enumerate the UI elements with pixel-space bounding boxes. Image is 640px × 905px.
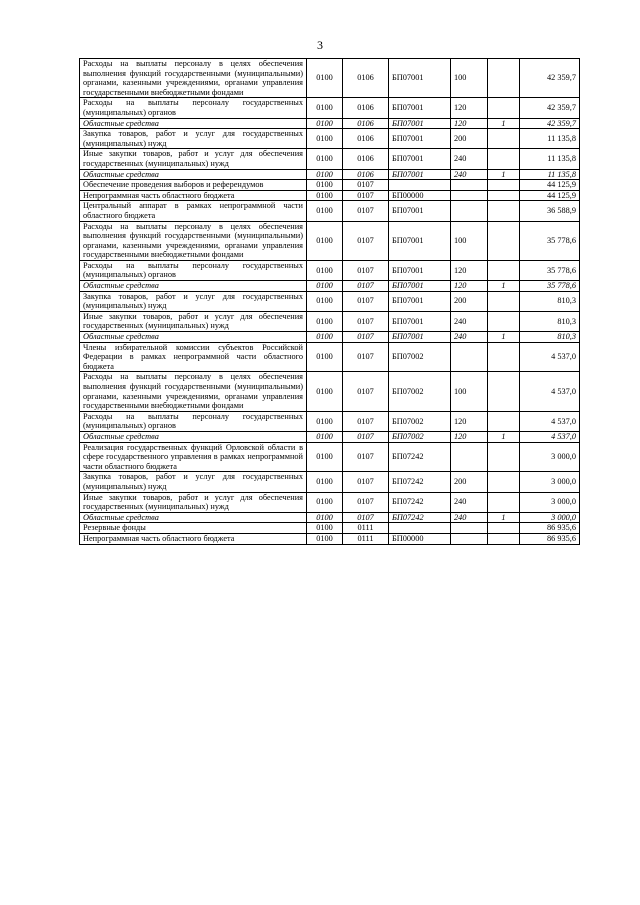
expense-name-cell: Резервные фонды bbox=[80, 523, 307, 534]
expense-type-code-cell bbox=[451, 523, 488, 534]
expense-name-cell: Расходы на выплаты персоналу государственных (муниципальных) органов bbox=[80, 411, 307, 431]
section-code-cell: 0100 bbox=[307, 342, 343, 372]
subsection-code-cell: 0107 bbox=[343, 411, 389, 431]
amount-cell: 810,3 bbox=[520, 332, 580, 343]
expense-type-code-cell: 100 bbox=[451, 221, 488, 260]
amount-cell: 86 935,6 bbox=[520, 533, 580, 544]
section-code-cell: 0100 bbox=[307, 332, 343, 343]
table-row bbox=[80, 98, 580, 118]
subsection-code-cell: 0107 bbox=[343, 291, 389, 311]
funding-source-code-cell: 1 bbox=[488, 512, 520, 523]
expense-type-code-cell: 240 bbox=[451, 149, 488, 169]
funding-source-code-cell bbox=[488, 180, 520, 191]
section-code-cell: 0100 bbox=[307, 190, 343, 201]
table-row bbox=[80, 372, 580, 411]
expense-type-code-cell bbox=[451, 342, 488, 372]
expense-type-code-cell: 240 bbox=[451, 492, 488, 512]
funding-source-code-cell: 1 bbox=[488, 281, 520, 292]
target-article-code-cell: БП07002 bbox=[389, 372, 451, 411]
target-article-code-cell: БП07002 bbox=[389, 411, 451, 431]
table-row bbox=[80, 442, 580, 472]
expense-type-code-cell: 200 bbox=[451, 129, 488, 149]
table-row bbox=[80, 59, 580, 98]
expense-type-code-cell: 240 bbox=[451, 169, 488, 180]
funding-source-code-cell bbox=[488, 372, 520, 411]
subsection-code-cell: 0107 bbox=[343, 472, 389, 492]
table-row bbox=[80, 190, 580, 201]
expense-name-cell: Областные средства bbox=[80, 118, 307, 129]
amount-cell: 35 778,6 bbox=[520, 221, 580, 260]
subsection-code-cell: 0107 bbox=[343, 492, 389, 512]
section-code-cell: 0100 bbox=[307, 98, 343, 118]
budget-table bbox=[79, 58, 580, 545]
table-row bbox=[80, 221, 580, 260]
subsection-code-cell: 0106 bbox=[343, 118, 389, 129]
subsection-code-cell: 0111 bbox=[343, 533, 389, 544]
funding-source-code-cell bbox=[488, 59, 520, 98]
subsection-code-cell: 0107 bbox=[343, 180, 389, 191]
funding-source-code-cell bbox=[488, 442, 520, 472]
expense-name-cell: Центральный аппарат в рамках непрограммной части областного бюджета bbox=[80, 201, 307, 221]
expense-type-code-cell bbox=[451, 533, 488, 544]
table-row bbox=[80, 472, 580, 492]
section-code-cell: 0100 bbox=[307, 533, 343, 544]
expense-name-cell: Закупка товаров, работ и услуг для государственных (муниципальных) нужд bbox=[80, 291, 307, 311]
section-code-cell: 0100 bbox=[307, 431, 343, 442]
funding-source-code-cell bbox=[488, 291, 520, 311]
target-article-code-cell: БП07001 bbox=[389, 149, 451, 169]
subsection-code-cell: 0107 bbox=[343, 311, 389, 331]
target-article-code-cell: БП07001 bbox=[389, 59, 451, 98]
table-row bbox=[80, 523, 580, 534]
expense-name-cell: Областные средства bbox=[80, 281, 307, 292]
expense-type-code-cell: 120 bbox=[451, 431, 488, 442]
expense-type-code-cell: 120 bbox=[451, 281, 488, 292]
subsection-code-cell: 0107 bbox=[343, 281, 389, 292]
section-code-cell: 0100 bbox=[307, 221, 343, 260]
expense-type-code-cell: 240 bbox=[451, 332, 488, 343]
expense-type-code-cell bbox=[451, 442, 488, 472]
funding-source-code-cell bbox=[488, 221, 520, 260]
subsection-code-cell: 0106 bbox=[343, 59, 389, 98]
target-article-code-cell: БП07001 bbox=[389, 260, 451, 280]
table-row bbox=[80, 149, 580, 169]
target-article-code-cell: БП07242 bbox=[389, 472, 451, 492]
expense-name-cell: Областные средства bbox=[80, 169, 307, 180]
expense-name-cell: Иные закупки товаров, работ и услуг для обеспечения государственных (муниципальных) нужд bbox=[80, 311, 307, 331]
table-row-funding-source bbox=[80, 332, 580, 343]
expense-name-cell: Непрограммная часть областного бюджета bbox=[80, 533, 307, 544]
funding-source-code-cell: 1 bbox=[488, 118, 520, 129]
section-code-cell: 0100 bbox=[307, 129, 343, 149]
expense-name-cell: Закупка товаров, работ и услуг для государственных (муниципальных) нужд bbox=[80, 472, 307, 492]
table-row bbox=[80, 201, 580, 221]
funding-source-code-cell bbox=[488, 342, 520, 372]
funding-source-code-cell: 1 bbox=[488, 169, 520, 180]
table-row-funding-source bbox=[80, 281, 580, 292]
funding-source-code-cell: 1 bbox=[488, 431, 520, 442]
expense-name-cell: Иные закупки товаров, работ и услуг для обеспечения государственных (муниципальных) нужд bbox=[80, 149, 307, 169]
funding-source-code-cell bbox=[488, 311, 520, 331]
amount-cell: 11 135,8 bbox=[520, 169, 580, 180]
funding-source-code-cell bbox=[488, 190, 520, 201]
section-code-cell: 0100 bbox=[307, 59, 343, 98]
funding-source-code-cell bbox=[488, 149, 520, 169]
expense-name-cell: Областные средства bbox=[80, 431, 307, 442]
section-code-cell: 0100 bbox=[307, 291, 343, 311]
subsection-code-cell: 0106 bbox=[343, 129, 389, 149]
amount-cell: 35 778,6 bbox=[520, 281, 580, 292]
subsection-code-cell: 0111 bbox=[343, 523, 389, 534]
target-article-code-cell: БП07001 bbox=[389, 311, 451, 331]
target-article-code-cell bbox=[389, 180, 451, 191]
funding-source-code-cell: 1 bbox=[488, 332, 520, 343]
subsection-code-cell: 0107 bbox=[343, 342, 389, 372]
table-row bbox=[80, 411, 580, 431]
expense-name-cell: Непрограммная часть областного бюджета bbox=[80, 190, 307, 201]
section-code-cell: 0100 bbox=[307, 372, 343, 411]
funding-source-code-cell bbox=[488, 492, 520, 512]
target-article-code-cell: БП07242 bbox=[389, 512, 451, 523]
funding-source-code-cell bbox=[488, 523, 520, 534]
funding-source-code-cell bbox=[488, 129, 520, 149]
expense-type-code-cell bbox=[451, 180, 488, 191]
subsection-code-cell: 0107 bbox=[343, 442, 389, 472]
subsection-code-cell: 0107 bbox=[343, 372, 389, 411]
target-article-code-cell: БП00000 bbox=[389, 190, 451, 201]
amount-cell: 3 000,0 bbox=[520, 512, 580, 523]
expense-type-code-cell: 240 bbox=[451, 512, 488, 523]
target-article-code-cell: БП07242 bbox=[389, 442, 451, 472]
expense-name-cell: Областные средства bbox=[80, 332, 307, 343]
expense-name-cell: Областные средства bbox=[80, 512, 307, 523]
section-code-cell: 0100 bbox=[307, 492, 343, 512]
amount-cell: 4 537,0 bbox=[520, 431, 580, 442]
section-code-cell: 0100 bbox=[307, 201, 343, 221]
target-article-code-cell: БП07001 bbox=[389, 291, 451, 311]
target-article-code-cell bbox=[389, 523, 451, 534]
expense-type-code-cell: 120 bbox=[451, 260, 488, 280]
expense-type-code-cell: 120 bbox=[451, 118, 488, 129]
amount-cell: 4 537,0 bbox=[520, 342, 580, 372]
expense-type-code-cell: 240 bbox=[451, 311, 488, 331]
expense-type-code-cell bbox=[451, 190, 488, 201]
target-article-code-cell: БП07001 bbox=[389, 118, 451, 129]
table-row-funding-source bbox=[80, 431, 580, 442]
amount-cell: 4 537,0 bbox=[520, 372, 580, 411]
subsection-code-cell: 0107 bbox=[343, 190, 389, 201]
amount-cell: 11 135,8 bbox=[520, 129, 580, 149]
section-code-cell: 0100 bbox=[307, 311, 343, 331]
expense-name-cell: Реализация государственных функций Орловской области в сфере государственного управления в рамках непрограммной части областного бюджета bbox=[80, 442, 307, 472]
section-code-cell: 0100 bbox=[307, 442, 343, 472]
section-code-cell: 0100 bbox=[307, 260, 343, 280]
table-row bbox=[80, 342, 580, 372]
expense-name-cell: Иные закупки товаров, работ и услуг для обеспечения государственных (муниципальных) нужд bbox=[80, 492, 307, 512]
subsection-code-cell: 0107 bbox=[343, 260, 389, 280]
amount-cell: 42 359,7 bbox=[520, 118, 580, 129]
target-article-code-cell: БП07001 bbox=[389, 201, 451, 221]
funding-source-code-cell bbox=[488, 533, 520, 544]
expense-name-cell: Расходы на выплаты персоналу государственных (муниципальных) органов bbox=[80, 260, 307, 280]
subsection-code-cell: 0107 bbox=[343, 431, 389, 442]
expense-type-code-cell: 100 bbox=[451, 59, 488, 98]
expense-name-cell: Члены избирательной комиссии субъектов Российской Федерации в рамках непрограммной части областного бюджета bbox=[80, 342, 307, 372]
amount-cell: 4 537,0 bbox=[520, 411, 580, 431]
amount-cell: 3 000,0 bbox=[520, 472, 580, 492]
amount-cell: 810,3 bbox=[520, 291, 580, 311]
amount-cell: 810,3 bbox=[520, 311, 580, 331]
amount-cell: 42 359,7 bbox=[520, 98, 580, 118]
section-code-cell: 0100 bbox=[307, 512, 343, 523]
expense-type-code-cell: 100 bbox=[451, 372, 488, 411]
amount-cell: 86 935,6 bbox=[520, 523, 580, 534]
subsection-code-cell: 0107 bbox=[343, 332, 389, 343]
expense-type-code-cell: 120 bbox=[451, 411, 488, 431]
section-code-cell: 0100 bbox=[307, 169, 343, 180]
table-row bbox=[80, 533, 580, 544]
target-article-code-cell: БП07001 bbox=[389, 98, 451, 118]
table-row bbox=[80, 129, 580, 149]
expense-name-cell: Закупка товаров, работ и услуг для государственных (муниципальных) нужд bbox=[80, 129, 307, 149]
subsection-code-cell: 0107 bbox=[343, 201, 389, 221]
amount-cell: 44 125,9 bbox=[520, 180, 580, 191]
target-article-code-cell: БП07001 bbox=[389, 129, 451, 149]
expense-name-cell: Расходы на выплаты персоналу в целях обеспечения выполнения функций государственными (муниципальными) органами, казенными учреждениями, органами управления государственными внебюджетными фондами bbox=[80, 59, 307, 98]
page-number: 3 bbox=[317, 38, 323, 52]
target-article-code-cell: БП07001 bbox=[389, 281, 451, 292]
target-article-code-cell: БП07001 bbox=[389, 221, 451, 260]
table-row bbox=[80, 180, 580, 191]
subsection-code-cell: 0106 bbox=[343, 98, 389, 118]
expense-name-cell: Расходы на выплаты персоналу в целях обеспечения выполнения функций государственными (муниципальными) органами, казенными учреждениями, органами управления государственными внебюджетными фондами bbox=[80, 372, 307, 411]
amount-cell: 42 359,7 bbox=[520, 59, 580, 98]
table-row bbox=[80, 492, 580, 512]
target-article-code-cell: БП07002 bbox=[389, 431, 451, 442]
subsection-code-cell: 0107 bbox=[343, 512, 389, 523]
amount-cell: 44 125,9 bbox=[520, 190, 580, 201]
amount-cell: 3 000,0 bbox=[520, 442, 580, 472]
table-row bbox=[80, 311, 580, 331]
expense-name-cell: Расходы на выплаты персоналу в целях обеспечения выполнения функций государственными (муниципальными) органами, казенными учреждениями, органами управления государственными внебюджетными фондами bbox=[80, 221, 307, 260]
table-row-funding-source bbox=[80, 118, 580, 129]
subsection-code-cell: 0106 bbox=[343, 169, 389, 180]
table-row-funding-source bbox=[80, 169, 580, 180]
amount-cell: 35 778,6 bbox=[520, 260, 580, 280]
funding-source-code-cell bbox=[488, 472, 520, 492]
section-code-cell: 0100 bbox=[307, 281, 343, 292]
expense-type-code-cell bbox=[451, 201, 488, 221]
section-code-cell: 0100 bbox=[307, 118, 343, 129]
amount-cell: 11 135,8 bbox=[520, 149, 580, 169]
funding-source-code-cell bbox=[488, 201, 520, 221]
table-row-funding-source bbox=[80, 512, 580, 523]
expense-name-cell: Обеспечение проведения выборов и референдумов bbox=[80, 180, 307, 191]
target-article-code-cell: БП07002 bbox=[389, 342, 451, 372]
expense-type-code-cell: 200 bbox=[451, 472, 488, 492]
target-article-code-cell: БП07001 bbox=[389, 332, 451, 343]
expense-name-cell: Расходы на выплаты персоналу государственных (муниципальных) органов bbox=[80, 98, 307, 118]
target-article-code-cell: БП07001 bbox=[389, 169, 451, 180]
amount-cell: 3 000,0 bbox=[520, 492, 580, 512]
section-code-cell: 0100 bbox=[307, 523, 343, 534]
section-code-cell: 0100 bbox=[307, 472, 343, 492]
amount-cell: 36 588,9 bbox=[520, 201, 580, 221]
target-article-code-cell: БП00000 bbox=[389, 533, 451, 544]
funding-source-code-cell bbox=[488, 98, 520, 118]
table-row bbox=[80, 291, 580, 311]
section-code-cell: 0100 bbox=[307, 180, 343, 191]
section-code-cell: 0100 bbox=[307, 149, 343, 169]
table-row bbox=[80, 260, 580, 280]
subsection-code-cell: 0106 bbox=[343, 149, 389, 169]
target-article-code-cell: БП07242 bbox=[389, 492, 451, 512]
expense-type-code-cell: 200 bbox=[451, 291, 488, 311]
section-code-cell: 0100 bbox=[307, 411, 343, 431]
expense-type-code-cell: 120 bbox=[451, 98, 488, 118]
funding-source-code-cell bbox=[488, 411, 520, 431]
subsection-code-cell: 0107 bbox=[343, 221, 389, 260]
funding-source-code-cell bbox=[488, 260, 520, 280]
